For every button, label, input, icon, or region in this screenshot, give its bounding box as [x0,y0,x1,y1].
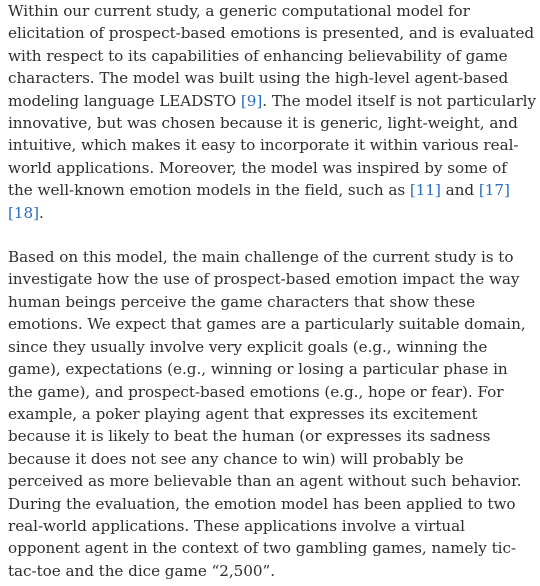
citation-17-link[interactable]: [17] [478,181,510,200]
paragraph-1-text-2: . The model itself is not particularly innovative, but was chosen because it is generic, light-weight, and intuitive, which makes it easy to incorporate it within various real-world applications. Moreover, the model was inspired by some of the well-known emotion models in the field, such as [8,91,536,200]
paragraph-1 [8,0,536,224]
paragraph-1-text-5: . [38,203,44,222]
paragraph-2 [8,246,536,582]
citation-18-link[interactable]: [18] [8,203,39,222]
paragraph-1-text-3: and [440,181,479,200]
citation-9-link[interactable]: [9] [240,91,263,110]
paragraph-1-text-1: Within our current study, a generic computational model for elicitation of prospect-based emotions is presented, and is evaluated with respect to its capabilities of enhancing believability of game characters. The model was built using the high-level agent-based modeling language LEADSTO [8,2,535,110]
article-body [8,0,536,582]
citation-11-link[interactable]: [11] [409,181,441,200]
paragraph-2-text: Based on this model, the main challenge of the current study is to investigate how the use of prospect-based emotion impact the way human beings perceive the game characters that show these emotions. We expect that games are a particularly suitable domain, since they usually involve very explicit goals (e.g., winning the game), expectations (e.g., winning or losing a particular phase in the game), and prospect-based emotions (e.g., hope or fear). For example, a poker playing agent that expresses its excitement because it is likely to beat the human (or expresses its sadness because it does not see any chance to win) will probably be perceived as more believable than an agent without such behavior. During the evaluation, the emotion model has been applied to two real-world applications. These applications involve a virtual opponent agent in the context of two gambling games, namely tic-tac-toe and the dice game “2,500”. [8,248,526,580]
